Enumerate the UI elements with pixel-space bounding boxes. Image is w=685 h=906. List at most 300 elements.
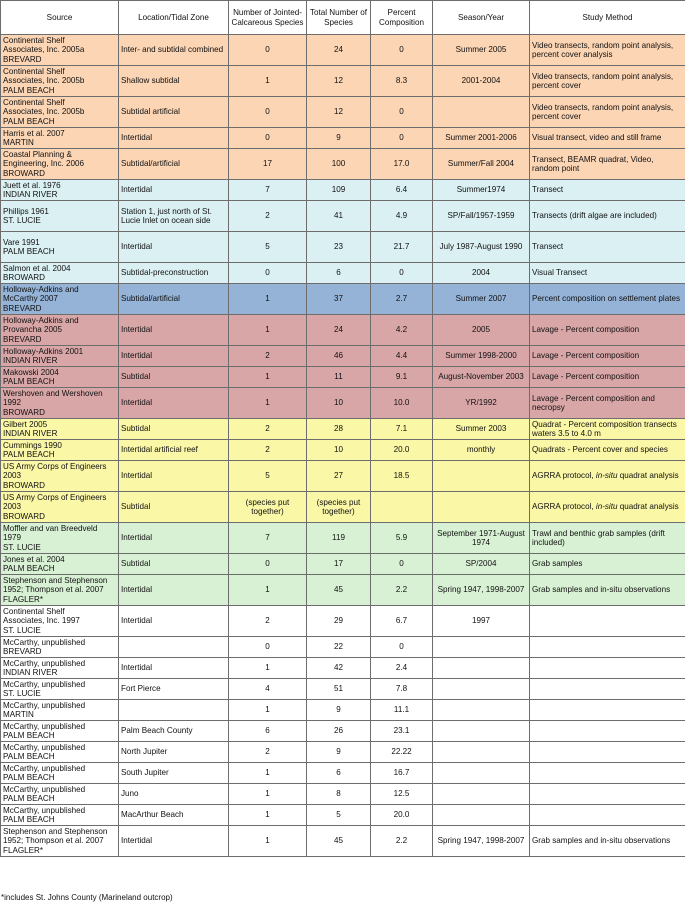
jointed-species-cell: 0 [229,263,307,284]
table-row [1,419,685,440]
location-cell: Intertidal [119,826,229,857]
study-method-text: quadrat analysis [617,502,679,512]
source-cell [1,128,119,149]
source-cell [1,826,119,857]
source-line: Holloway-Adkins and [3,284,79,294]
study-method-cell [530,97,685,128]
source-line: Moffler and van Breedveld [3,523,98,533]
percent-composition-cell: 20.0 [371,440,433,461]
jointed-species-cell: 5 [229,232,307,263]
table-row [1,367,685,388]
source-line: Associates, Inc. 2005b [3,107,85,117]
percent-composition-cell: 0 [371,97,433,128]
table-row [1,66,685,97]
source-line: ST. LUCIE [3,216,41,225]
location-cell: Fort Pierce [119,679,229,700]
source-line: Continental Shelf [3,97,65,107]
source-cell [1,606,119,637]
location-cell: Subtidal/artificial [119,284,229,315]
table-row [1,658,685,679]
source-line: McCarthy, unpublished [3,784,86,794]
total-species-cell: 29 [307,606,371,637]
source-cell [1,554,119,575]
total-species-cell: 6 [307,263,371,284]
source-line: BROWARD [3,480,45,490]
source-line: McCarthy, unpublished [3,637,86,647]
jointed-species-cell: 1 [229,367,307,388]
source-line: BREVARD [3,303,42,313]
jointed-species-cell: 1 [229,315,307,346]
location-cell: Subtidal [119,367,229,388]
study-method-text: Grab samples and in-situ observations [532,836,671,846]
table-row [1,554,685,575]
source-line: PALM BEACH [3,85,55,95]
column-header-jointed-calcareous: Number of Jointed-Calcareous Species [229,1,307,35]
location-cell [119,637,229,658]
source-line: Cummings 1990 [3,440,62,450]
source-line: Coastal Planning & [3,149,72,159]
season-year-cell: SP/2004 [433,554,530,575]
jointed-species-cell: 1 [229,784,307,805]
source-cell [1,637,119,658]
source-line: ST. LUCIE [3,689,41,698]
percent-composition-cell: 9.1 [371,367,433,388]
season-year-cell: July 1987-August 1990 [433,232,530,263]
study-method-cell [530,492,685,523]
total-species-cell: (species put together) [307,492,371,523]
table-row [1,721,685,742]
season-year-cell [433,97,530,128]
percent-composition-cell: 22.22 [371,742,433,763]
table-row [1,128,685,149]
study-method-cell [530,700,685,721]
season-year-cell [433,763,530,784]
jointed-species-cell: 1 [229,700,307,721]
percent-composition-cell: 5.9 [371,523,433,554]
percent-composition-cell: 6.4 [371,180,433,201]
total-species-cell: 6 [307,763,371,784]
table-row [1,284,685,315]
source-line: US Army Corps of Engineers [3,461,107,471]
source-line: 1992 [3,398,22,408]
study-method-text: Video transects, random point analysis, percent cover analysis [532,40,674,59]
jointed-species-cell: 2 [229,606,307,637]
season-year-cell [433,805,530,826]
study-method-text: Transect, BEAMR quadrat, Video, random point [532,154,654,173]
season-year-cell [433,637,530,658]
total-species-cell: 28 [307,419,371,440]
study-method-text: quadrat analysis [617,471,679,481]
study-method-cell [530,388,685,419]
source-line: 1952; Thompson et al. 2007 [3,836,104,846]
table-row [1,180,685,201]
total-species-cell: 45 [307,575,371,606]
jointed-species-cell: 1 [229,658,307,679]
source-cell [1,263,119,284]
study-method-cell [530,128,685,149]
total-species-cell: 109 [307,180,371,201]
source-line: INDIAN RIVER [3,429,58,438]
percent-composition-cell: 2.2 [371,575,433,606]
source-cell [1,315,119,346]
source-line: 1952; Thompson et al. 2007 [3,585,104,595]
percent-composition-cell: 4.2 [371,315,433,346]
study-method-text: Visual transect, video and still frame [532,133,662,143]
source-line: Makowski 2004 [3,367,59,377]
source-line: Vare 1991 [3,237,40,247]
jointed-species-cell: 7 [229,180,307,201]
jointed-species-cell: 0 [229,35,307,66]
table-row [1,315,685,346]
location-cell: Intertidal [119,658,229,679]
source-cell [1,97,119,128]
season-year-cell: 2001-2004 [433,66,530,97]
jointed-species-cell: 1 [229,388,307,419]
source-line: BROWARD [3,407,45,417]
percent-composition-cell: 6.7 [371,606,433,637]
source-cell [1,805,119,826]
jointed-species-cell: 2 [229,419,307,440]
source-line: BREVARD [3,54,42,64]
study-method-text: Video transects, random point analysis, percent cover [532,71,674,90]
study-method-text: in-situ [595,471,618,481]
location-cell: Intertidal [119,346,229,367]
season-year-cell: Spring 1947, 1998-2007 [433,826,530,857]
source-line: McCarthy, unpublished [3,742,86,752]
column-header-percent-composition: Percent Composition [371,1,433,35]
study-method-cell [530,658,685,679]
study-method-text: Transect [532,242,564,252]
location-cell: Intertidal [119,315,229,346]
source-line: Holloway-Adkins and [3,315,79,325]
source-line: Harris et al. 2007 [3,128,65,138]
source-line: McCarthy, unpublished [3,679,86,689]
table-row [1,461,685,492]
study-method-cell [530,315,685,346]
source-line: 2003 [3,502,22,512]
source-line: PALM BEACH [3,450,55,459]
total-species-cell: 27 [307,461,371,492]
study-method-cell [530,679,685,700]
season-year-cell: YR/1992 [433,388,530,419]
source-cell [1,66,119,97]
source-line: Associates, Inc. 2005b [3,76,85,86]
source-cell [1,492,119,523]
jointed-species-cell: 2 [229,346,307,367]
study-method-cell [530,637,685,658]
percent-composition-cell: 10.0 [371,388,433,419]
total-species-cell: 9 [307,128,371,149]
location-cell: Inter- and subtidal combined [119,35,229,66]
jointed-species-cell: 5 [229,461,307,492]
total-species-cell: 24 [307,35,371,66]
source-cell [1,700,119,721]
source-cell [1,679,119,700]
season-year-cell: monthly [433,440,530,461]
source-cell [1,201,119,232]
percent-composition-cell: 20.0 [371,805,433,826]
source-line: PALM BEACH [3,247,55,256]
percent-composition-cell [371,492,433,523]
source-line: McCarthy, unpublished [3,658,86,668]
source-line: MARTIN [3,710,34,719]
study-method-text: Transects (drift algae are included) [532,211,657,221]
location-cell: MacArthur Beach [119,805,229,826]
study-method-cell [530,606,685,637]
source-line: 1979 [3,533,22,543]
source-cell [1,763,119,784]
source-line: BREVARD [3,647,42,656]
study-method-cell [530,575,685,606]
study-method-text: Lavage - Percent composition [532,372,640,382]
source-line: MARTIN [3,138,34,147]
table-row [1,97,685,128]
source-line: PALM BEACH [3,773,55,782]
jointed-species-cell: 1 [229,805,307,826]
jointed-species-cell: 2 [229,742,307,763]
season-year-cell: 2005 [433,315,530,346]
source-cell [1,575,119,606]
location-cell [119,700,229,721]
season-year-cell: Summer 1998-2000 [433,346,530,367]
season-year-cell [433,492,530,523]
season-year-cell [433,721,530,742]
table-row [1,346,685,367]
source-cell [1,388,119,419]
study-method-text: Lavage - Percent composition [532,351,640,361]
jointed-species-cell: 7 [229,523,307,554]
location-cell: North Jupiter [119,742,229,763]
study-method-cell [530,826,685,857]
study-method-cell [530,461,685,492]
source-line: PALM BEACH [3,731,55,740]
location-cell: Intertidal [119,461,229,492]
source-line: Associates, Inc. 1997 [3,616,80,626]
source-line: PALM BEACH [3,794,55,803]
season-year-cell [433,742,530,763]
total-species-cell: 9 [307,742,371,763]
location-cell: South Jupiter [119,763,229,784]
location-cell: Intertidal artificial reef [119,440,229,461]
table-row [1,606,685,637]
season-year-cell [433,658,530,679]
source-cell [1,440,119,461]
study-method-text: in-situ [595,502,618,512]
source-line: Wershoven and Wershoven [3,388,103,398]
total-species-cell: 5 [307,805,371,826]
source-line: McCarthy 2007 [3,294,58,304]
total-species-cell: 119 [307,523,371,554]
season-year-cell: Spring 1947, 1998-2007 [433,575,530,606]
percent-composition-cell: 2.7 [371,284,433,315]
source-line: INDIAN RIVER [3,356,58,365]
study-method-cell [530,263,685,284]
study-method-cell [530,149,685,180]
table-row [1,440,685,461]
location-cell: Subtidal/artificial [119,149,229,180]
column-header-total-species: Total Number of Species [307,1,371,35]
study-method-cell [530,346,685,367]
source-line: PALM BEACH [3,564,55,573]
table-row [1,742,685,763]
source-cell [1,658,119,679]
percent-composition-cell: 8.3 [371,66,433,97]
total-species-cell: 11 [307,367,371,388]
study-method-cell [530,805,685,826]
percent-composition-cell: 4.4 [371,346,433,367]
total-species-cell: 8 [307,784,371,805]
table-row [1,763,685,784]
location-cell: Intertidal [119,523,229,554]
study-method-cell [530,35,685,66]
study-method-text: Quadrat - Percent composition transects waters 3.5 to 4.0 m [532,419,677,438]
jointed-species-cell: 2 [229,440,307,461]
table-row [1,523,685,554]
table-row [1,201,685,232]
total-species-cell: 12 [307,66,371,97]
percent-composition-cell: 0 [371,35,433,66]
location-cell: Subtidal artificial [119,97,229,128]
study-method-cell [530,180,685,201]
location-cell: Subtidal-preconstruction [119,263,229,284]
source-line: Salmon et al. 2004 [3,263,71,273]
source-line: ST. LUCIE [3,625,41,635]
source-cell [1,149,119,180]
percent-composition-cell: 12.5 [371,784,433,805]
total-species-cell: 23 [307,232,371,263]
total-species-cell: 51 [307,679,371,700]
location-cell: Station 1, just north of St. Lucie Inlet on ocean side [119,201,229,232]
season-year-cell [433,679,530,700]
study-method-cell [530,784,685,805]
study-method-text: AGRRA protocol, [532,502,596,512]
study-method-text: Lavage - Percent composition and necropsy [532,393,655,412]
source-line: McCarthy, unpublished [3,700,86,710]
jointed-species-cell: (species put together) [229,492,307,523]
study-method-text: AGRRA protocol, [532,471,596,481]
header-row [1,1,685,35]
jointed-species-cell: 6 [229,721,307,742]
season-year-cell: 1997 [433,606,530,637]
jointed-species-cell: 0 [229,637,307,658]
percent-composition-cell: 7.1 [371,419,433,440]
location-cell: Intertidal [119,606,229,637]
total-species-cell: 10 [307,440,371,461]
study-method-text: Transect [532,185,564,195]
column-header-study-method: Study Method [530,1,685,35]
location-cell: Subtidal [119,419,229,440]
jointed-species-cell: 0 [229,554,307,575]
source-line: Stephenson and Stephenson [3,575,108,585]
source-cell [1,367,119,388]
table-body [1,35,685,857]
season-year-cell: August-November 2003 [433,367,530,388]
study-method-cell [530,201,685,232]
table-row [1,679,685,700]
source-cell [1,461,119,492]
source-line: Gilbert 2005 [3,419,48,429]
season-year-cell [433,700,530,721]
study-method-text: Trawl and benthic grab samples (drift included) [532,528,665,547]
location-cell: Subtidal [119,554,229,575]
source-line: Engineering, Inc. 2006 [3,159,84,169]
total-species-cell: 45 [307,826,371,857]
study-method-cell [530,419,685,440]
jointed-species-cell: 2 [229,201,307,232]
jointed-species-cell: 1 [229,66,307,97]
jointed-species-cell: 0 [229,97,307,128]
study-method-text: Visual Transect [532,268,588,278]
table-row [1,263,685,284]
source-line: FLAGLER* [3,845,44,855]
source-line: PALM BEACH [3,377,55,386]
source-line: Juett et al. 1976 [3,180,61,190]
percent-composition-cell: 2.4 [371,658,433,679]
study-method-cell [530,742,685,763]
percent-composition-cell: 0 [371,554,433,575]
percent-composition-cell: 7.8 [371,679,433,700]
source-line: Continental Shelf [3,35,65,45]
source-line: Associates, Inc. 2005a [3,45,85,55]
table-row [1,35,685,66]
footnote: *includes St. Johns County (Marineland outcrop) [1,893,173,902]
location-cell: Palm Beach County [119,721,229,742]
season-year-cell: Summer/Fall 2004 [433,149,530,180]
percent-composition-cell: 0 [371,263,433,284]
location-cell: Subtidal [119,492,229,523]
season-year-cell [433,784,530,805]
percent-composition-cell: 2.2 [371,826,433,857]
source-line: BREVARD [3,334,42,344]
season-year-cell: September 1971-August 1974 [433,523,530,554]
source-line: BROWARD [3,168,45,178]
source-line: BROWARD [3,273,45,282]
location-cell: Shallow subtidal [119,66,229,97]
table-row [1,232,685,263]
location-cell: Intertidal [119,388,229,419]
location-cell: Intertidal [119,232,229,263]
season-year-cell: Summer1974 [433,180,530,201]
table-row [1,149,685,180]
table-row [1,784,685,805]
table-row [1,805,685,826]
jointed-species-cell: 17 [229,149,307,180]
source-line: PALM BEACH [3,116,55,126]
source-cell [1,419,119,440]
source-cell [1,742,119,763]
total-species-cell: 9 [307,700,371,721]
column-header-season-year: Season/Year [433,1,530,35]
table-row [1,388,685,419]
jointed-species-cell: 1 [229,575,307,606]
percent-composition-cell: 11.1 [371,700,433,721]
season-year-cell: 2004 [433,263,530,284]
total-species-cell: 100 [307,149,371,180]
source-cell [1,180,119,201]
percent-composition-cell: 23.1 [371,721,433,742]
percent-composition-cell: 18.5 [371,461,433,492]
study-method-cell [530,66,685,97]
total-species-cell: 26 [307,721,371,742]
percent-composition-cell: 0 [371,637,433,658]
total-species-cell: 24 [307,315,371,346]
percent-composition-cell: 17.0 [371,149,433,180]
source-line: Continental Shelf [3,66,65,76]
source-line: US Army Corps of Engineers [3,492,107,502]
study-method-cell [530,721,685,742]
total-species-cell: 10 [307,388,371,419]
source-cell [1,784,119,805]
